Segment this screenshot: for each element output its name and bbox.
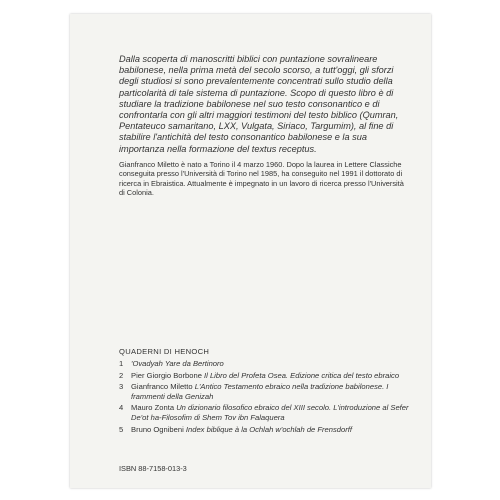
list-item bbox=[119, 425, 419, 435]
isbn: ISBN 88-7158-013-3 bbox=[119, 464, 187, 473]
entry-number: 2 bbox=[119, 370, 124, 380]
series-title: QUADERNI DI HENOCH bbox=[119, 347, 210, 356]
list-item bbox=[119, 359, 419, 369]
book-blurb: Dalla scoperta di manoscritti biblici con puntazione sovralineare babilonese, nella prima metà del secolo scorso, a tutt'oggi, gli sforzi degli studiosi si sono prevalentemente concentrati sullo studio della particolarità di tale sistema di puntazione. Scopo di questo libro è di studiare la tradizione babilonese nel suo testo consonantico e di confrontarla con gli altri maggiori testimoni del testo biblico (Qumran, Pentateuco samaritano, LXX, Vulgata, Siriaco, Targumim), al fine di stabilire l'antichità del testo consonantico babilonese e la sua importanza nella formazione del textus receptus. bbox=[119, 54, 399, 154]
entry-number: 1 bbox=[119, 359, 124, 368]
entry-number: 3 bbox=[119, 382, 124, 392]
entry-author: Pier Giorgio Borbone bbox=[131, 370, 202, 380]
entry-author: Mauro Zonta bbox=[131, 403, 175, 413]
list-item bbox=[119, 382, 419, 401]
entry-number: 4 bbox=[119, 403, 124, 413]
entry-title: Index biblique à la Ochlah w'ochlah de Frensdorff bbox=[185, 424, 352, 434]
entry-title: Un dizionario filosofico ebraico del XIII secolo. L'introduzione al Sefer De'ot ha-Filosofim di Shem Tov ibn Falaquera bbox=[131, 403, 409, 422]
list-item bbox=[119, 371, 419, 381]
entry-title: Il Libro del Profeta Osea. Edizione critica del testo ebraico bbox=[204, 370, 400, 380]
entry-title: L'Antico Testamento ebraico nella tradizione babilonese. I frammenti della Genizah bbox=[131, 382, 389, 401]
entry-author: Bruno Ognibeni bbox=[131, 424, 184, 434]
entry-title: 'Ovadyah Yare da Bertinoro bbox=[131, 359, 224, 368]
entry-author: Gianfranco Miletto bbox=[131, 382, 193, 392]
series-list bbox=[119, 359, 419, 436]
list-item bbox=[119, 403, 419, 422]
author-bio: Gianfranco Miletto è nato a Torino il 4 marzo 1960. Dopo la laurea in Lettere Classiche conseguita presso l'Università di Torino nel 1985, ha conseguito nel 1991 il dottorato di ricerca in Ebraistica. Attualmente è impegnato in un lavoro di ricerca presso l'Università di Colonia. bbox=[119, 160, 404, 198]
entry-number: 5 bbox=[119, 424, 124, 434]
